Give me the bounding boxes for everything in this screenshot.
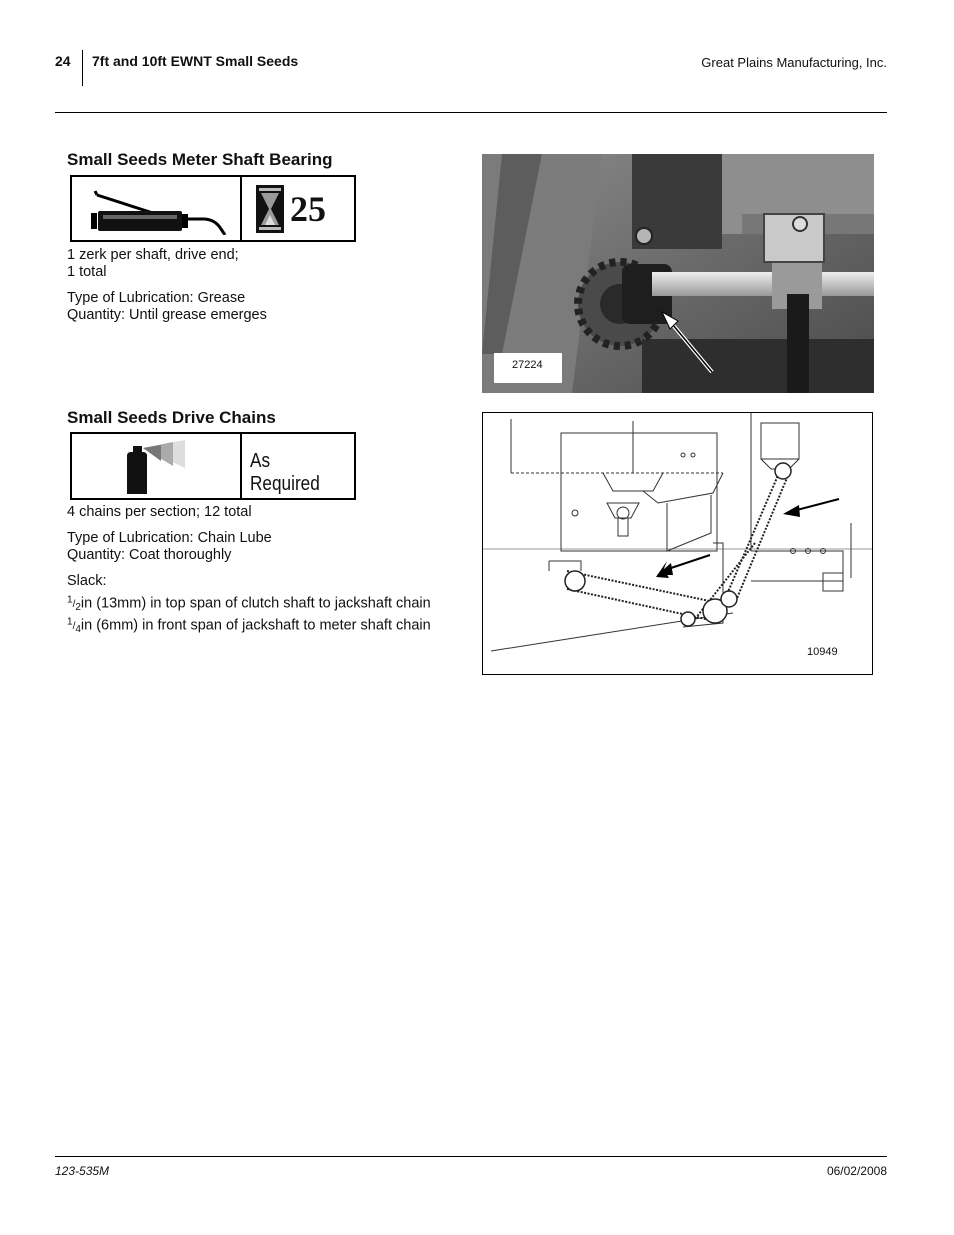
footer-rule [55,1156,887,1157]
part-number: 123-535M [55,1164,110,1178]
figure-label-drawing: 10949 [807,646,838,658]
figure-label-photo: 27224 [512,359,543,371]
slack-fraction: $^1/_4$ [67,617,81,636]
header-rule [55,112,887,113]
hourglass-icon [256,185,284,233]
drive-chain-illustration [483,413,872,674]
chains-count: 4 chains per section; 12 total [67,504,252,520]
section-title-meter-shaft-bearing: Small Seeds Meter Shaft Bearing [67,150,333,169]
lubrication-quantity: Quantity: Coat thoroughly [67,547,232,563]
interval-cell-grease [240,177,354,240]
slack-spec-meter-chain [67,614,431,638]
figure-drawing-drive-chains [482,412,873,675]
slack-spec-clutch-chain [67,592,431,616]
lubrication-interval-hours: 25 [290,188,326,229]
zerk-line-1: 1 zerk per shaft, drive end; [67,247,239,263]
lubrication-spec-chain [67,530,272,564]
lubrication-quantity: Quantity: Until grease emerges [67,307,267,323]
section-title-drive-chains: Small Seeds Drive Chains [67,408,276,427]
interval-cell-chain-lube [240,434,354,498]
header-divider [82,50,83,86]
lubrication-spec-grease [67,290,267,324]
lubrication-interval: As Required [250,450,320,495]
lubrication-box-grease [70,175,356,242]
grease-gun-cell [72,177,240,240]
document-title: 7ft and 10ft EWNT Small Seeds [92,53,299,69]
page-number: 24 [55,53,71,69]
slack-text: in (6mm) in front span of jackshaft to meter shaft chain [80,617,431,634]
slack-text: in (13mm) in top span of clutch shaft to jackshaft chain [80,595,431,612]
grease-gun-icon [81,183,231,235]
publication-date: 06/02/2008 [826,1164,887,1178]
slack-label: Slack: [67,573,107,589]
lubrication-type: Type of Lubrication: Grease [67,290,246,306]
figure-photo-meter-shaft-bearing [482,154,874,393]
spray-can-cell [72,434,240,498]
zerk-line-2: 1 total [67,264,107,280]
spray-can-icon [121,438,191,494]
company-name: Great Plains Manufacturing, Inc. [701,55,887,70]
bearing-photo-illustration [482,154,874,393]
lubrication-type: Type of Lubrication: Chain Lube [67,530,272,546]
slack-fraction: $^1/_2$ [67,595,81,614]
lubrication-box-chain-lube [70,432,356,500]
zerk-info [67,247,239,281]
